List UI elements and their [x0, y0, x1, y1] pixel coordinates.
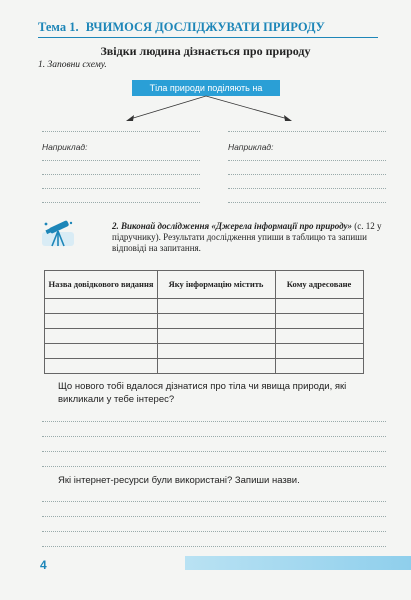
- table-header-info: Яку інформацію містить: [168, 279, 264, 289]
- task2-text-part1: 2. Виконай дослідження «Джерела інформації про природу»: [112, 221, 352, 231]
- answer-line[interactable]: [42, 501, 386, 502]
- question-2: Які інтернет-ресурси були використані? Запиши назви.: [58, 475, 300, 486]
- topic-title: ВЧИМОСЯ ДОСЛІДЖУВАТИ ПРИРОДУ: [85, 20, 325, 34]
- answer-line[interactable]: [42, 546, 386, 547]
- table-header-source: Назва довідкового видання: [48, 279, 154, 289]
- answer-line[interactable]: [228, 188, 386, 189]
- table-row-line: [45, 358, 363, 359]
- lesson-title: Звідки людина дізнається про природу: [100, 44, 311, 58]
- answer-line[interactable]: [42, 531, 386, 532]
- task1-instruction: 1. Заповни схему.: [38, 60, 107, 70]
- question-1: Що нового тобі вдалося дізнатися про тіла чи явища природи, які викликали у тебе інтерес?: [58, 381, 347, 405]
- answer-line[interactable]: [42, 202, 200, 203]
- example-label-left: Наприклад:: [42, 142, 88, 152]
- answer-line[interactable]: [228, 131, 386, 132]
- schema-box: Тіла природи поділяють на: [132, 80, 280, 96]
- table-row-line: [45, 343, 363, 344]
- answer-line[interactable]: [228, 160, 386, 161]
- task2-instruction: [112, 221, 387, 254]
- table-header-audience: Кому адресоване: [286, 279, 352, 289]
- page-number: 4: [40, 558, 47, 572]
- answer-line[interactable]: [42, 466, 386, 467]
- table-row-line: [45, 328, 363, 329]
- footer-bar: [185, 556, 411, 570]
- answer-line[interactable]: [42, 436, 386, 437]
- table-row-line: [45, 313, 363, 314]
- table-row-line: [45, 298, 363, 299]
- example-label-right: Наприклад:: [228, 142, 274, 152]
- telescope-icon: [40, 218, 76, 250]
- answer-line[interactable]: [42, 516, 386, 517]
- answer-line[interactable]: [42, 160, 200, 161]
- topic-number: Тема 1.: [38, 20, 79, 34]
- answer-line[interactable]: [42, 188, 200, 189]
- answer-line[interactable]: [228, 202, 386, 203]
- answer-line[interactable]: [42, 131, 200, 132]
- answer-line[interactable]: [228, 174, 386, 175]
- answer-line[interactable]: [42, 421, 386, 422]
- answer-line[interactable]: [42, 174, 200, 175]
- research-table: [44, 270, 364, 374]
- answer-line[interactable]: [42, 451, 386, 452]
- task2-text-part2: (с. 12 у підручнику). Результати дослідження упиши в таблицю та запиши відповіді на запитання.: [112, 221, 382, 253]
- schema-arrows: [0, 0, 411, 140]
